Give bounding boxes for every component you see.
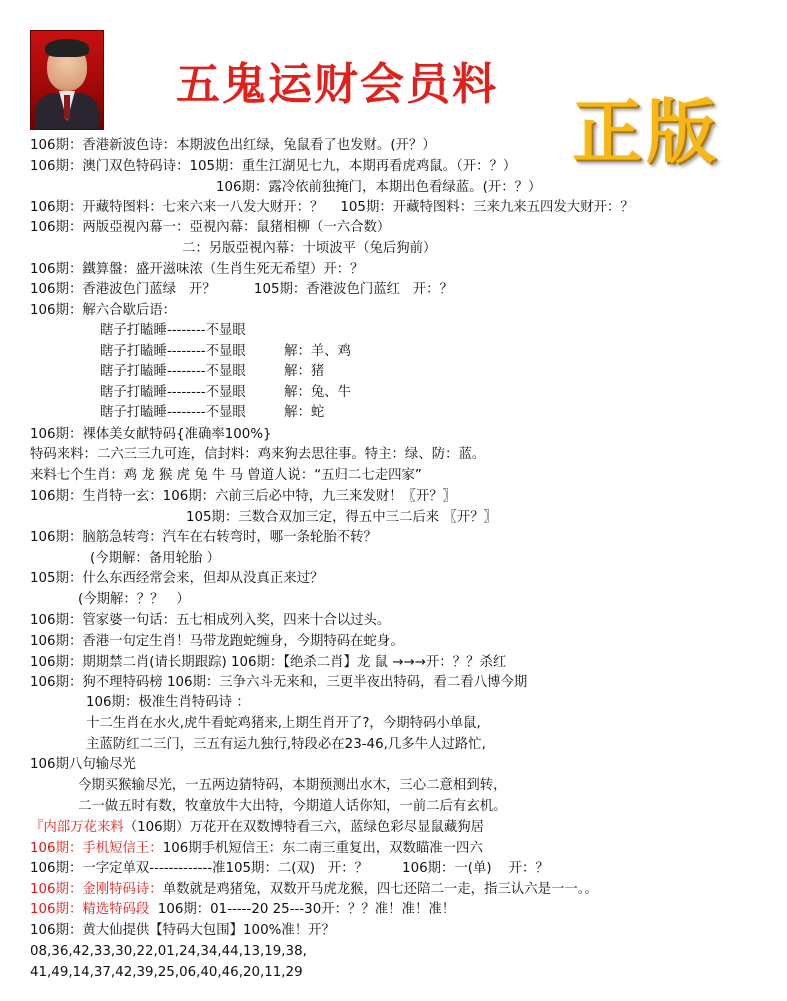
number-list: 41,49,14,37,42,39,25,06,40,46,20,11,29 [30, 965, 303, 980]
portrait-hair [45, 39, 89, 57]
text-line: 106期：手机短信王：106期手机短信王：东二南三重复出，双数瞄准一四六 [30, 841, 483, 856]
text-line: 瞎子打瞌睡--------不显眼 解：兔、牛 [100, 385, 352, 400]
text-line: 106期：脑筋急转弯：汽车在右转弯时，哪一条轮胎不转？ [30, 530, 377, 545]
highlight-prefix: 106期：金刚特码诗： [30, 882, 163, 897]
text-line: 106期：香港一句定生肖！马带龙跑蛇缠身，今期特码在蛇身。 [30, 634, 404, 649]
text-line: (今期解：备用轮胎 ） [90, 551, 220, 566]
text-line: 106期：澳门双色特码诗：105期：重生江湖见七九，本期再看虎鸡鼠。（开：？） [30, 159, 517, 174]
text-line: 主蓝防红二三门，三五有运九独行,特段必在23-46,几多牛人过路忙, [86, 737, 486, 752]
text-line: 106期：两版亞視內幕一：亞視內幕：鼠猪相柳（一六合数） [30, 220, 391, 235]
text-line: 106期：裸体美女献特码{准确率100%} [30, 427, 272, 442]
text-line: 『内部万花来料（106期）万花开在双数博特看三六，蓝绿色彩尽显鼠藏狗居 [30, 820, 485, 835]
page-title: 五鬼运财会员料 [176, 59, 498, 110]
official-version-stamp: 正版 [572, 90, 720, 173]
text-line: 106期八句输尽光 [30, 757, 136, 772]
text-line: 106期：生肖特一玄：106期：六前三后必中特，九三来发财！〖开？〗 [30, 489, 457, 504]
text-line: 瞎子打瞌睡--------不显眼 解：猪 [100, 364, 325, 379]
text-line: 106期：开藏特图料：七来六来一八发大财开：？ 105期：开藏特图料：三来九来五四发大财开：？ [30, 200, 634, 215]
text-line: 今期买猴输尽光，一五两边猜特码，本期预测出水木，三心二意相到转， [78, 778, 507, 793]
text-line: 106期：管家婆一句话：五七相成列入奖，四来十合以过头。 [30, 613, 391, 628]
text-line: 106期：一字定单双-------------准105期：二(双) 开：？ 106期：一(单) 开：？ [30, 861, 549, 876]
highlight-prefix: 『内部万花来料 [30, 820, 124, 835]
text-line: 瞎子打瞌睡--------不显眼 解：羊、鸡 [100, 344, 352, 359]
text-line: 106期：香港新波色诗：本期波色出红绿，兔鼠看了也发财。(开？） [30, 138, 436, 153]
text-line: 106期：鐵算盤：盛开滋味浓（生肖生死无希望）开：？ [30, 262, 364, 277]
text-line: 106期：期期禁二肖(请长期跟踪) 106期：【绝杀二肖】龙 鼠 →→→开：？？杀红 [30, 655, 507, 670]
text-line: 105期：什么东西经常会来，但却从没真正来过？ [30, 571, 324, 586]
text-line: 瞎子打瞌睡--------不显眼 解：蛇 [100, 405, 325, 420]
text-line: 106期：香港波色门蓝绿 开？ 105期：香港波色门蓝红 开：？ [30, 282, 453, 297]
text-line: (今期解：？？ ） [78, 592, 190, 607]
text-line: 二：另版亞視內幕：十顷波平（兔后狗前） [182, 241, 437, 256]
text-line: 二一做五时有数，牧童放牛大出特，今期道人话你知，一前二后有玄机。 [78, 799, 507, 814]
text-line: 106期：解六合歇后语： [30, 303, 177, 318]
text-line: 106期：金刚特码诗：单数就是鸡猪兔，双数开马虎龙猴，四七还陪二一走，指三认六是一一。。 [30, 882, 598, 897]
text-line: 106期：精选特码段 106期：01-----20 25---30开：？？准！准！准！ [30, 902, 456, 917]
portrait-tie [64, 95, 70, 119]
text-line: 106期：狗不理特码榜 106期：三争六斗无来和，三更半夜出特码，看二看八博今期 [30, 675, 528, 690]
text-line: 来料七个生肖：鸡 龙 猴 虎 兔 牛 马 曾道人说：“五归二七走四家” [30, 468, 422, 483]
text-line: 特码来料：二六三三九可连，信封料：鸡来狗去思往事。特主：绿、防：蓝。 [30, 447, 486, 462]
text-line: 106期：黄大仙提供【特码大包围】100%准！开？ [30, 923, 335, 938]
text-line: 瞎子打瞌睡--------不显眼 [100, 323, 246, 338]
text-line: 106期：极准生肖特码诗 ： [86, 695, 250, 710]
host-portrait-photo [30, 30, 104, 130]
text-line: 十二生肖在水火,虎牛看蛇鸡猪来,上期生肖开了?，今期特码小单鼠, [86, 716, 481, 731]
text-line: 105期：三数合双加三定，得五中三二后来 〖开？〗 [186, 510, 498, 525]
highlight-prefix: 106期：精选特码段 [30, 902, 150, 917]
highlight-prefix: 106期：手机短信王： [30, 841, 163, 856]
number-list: 08,36,42,33,30,22,01,24,34,44,13,19,38, [30, 944, 307, 959]
text-line: 106期：露冷依前独掩门，本期出色看绿蓝。(开：？） [216, 180, 542, 195]
